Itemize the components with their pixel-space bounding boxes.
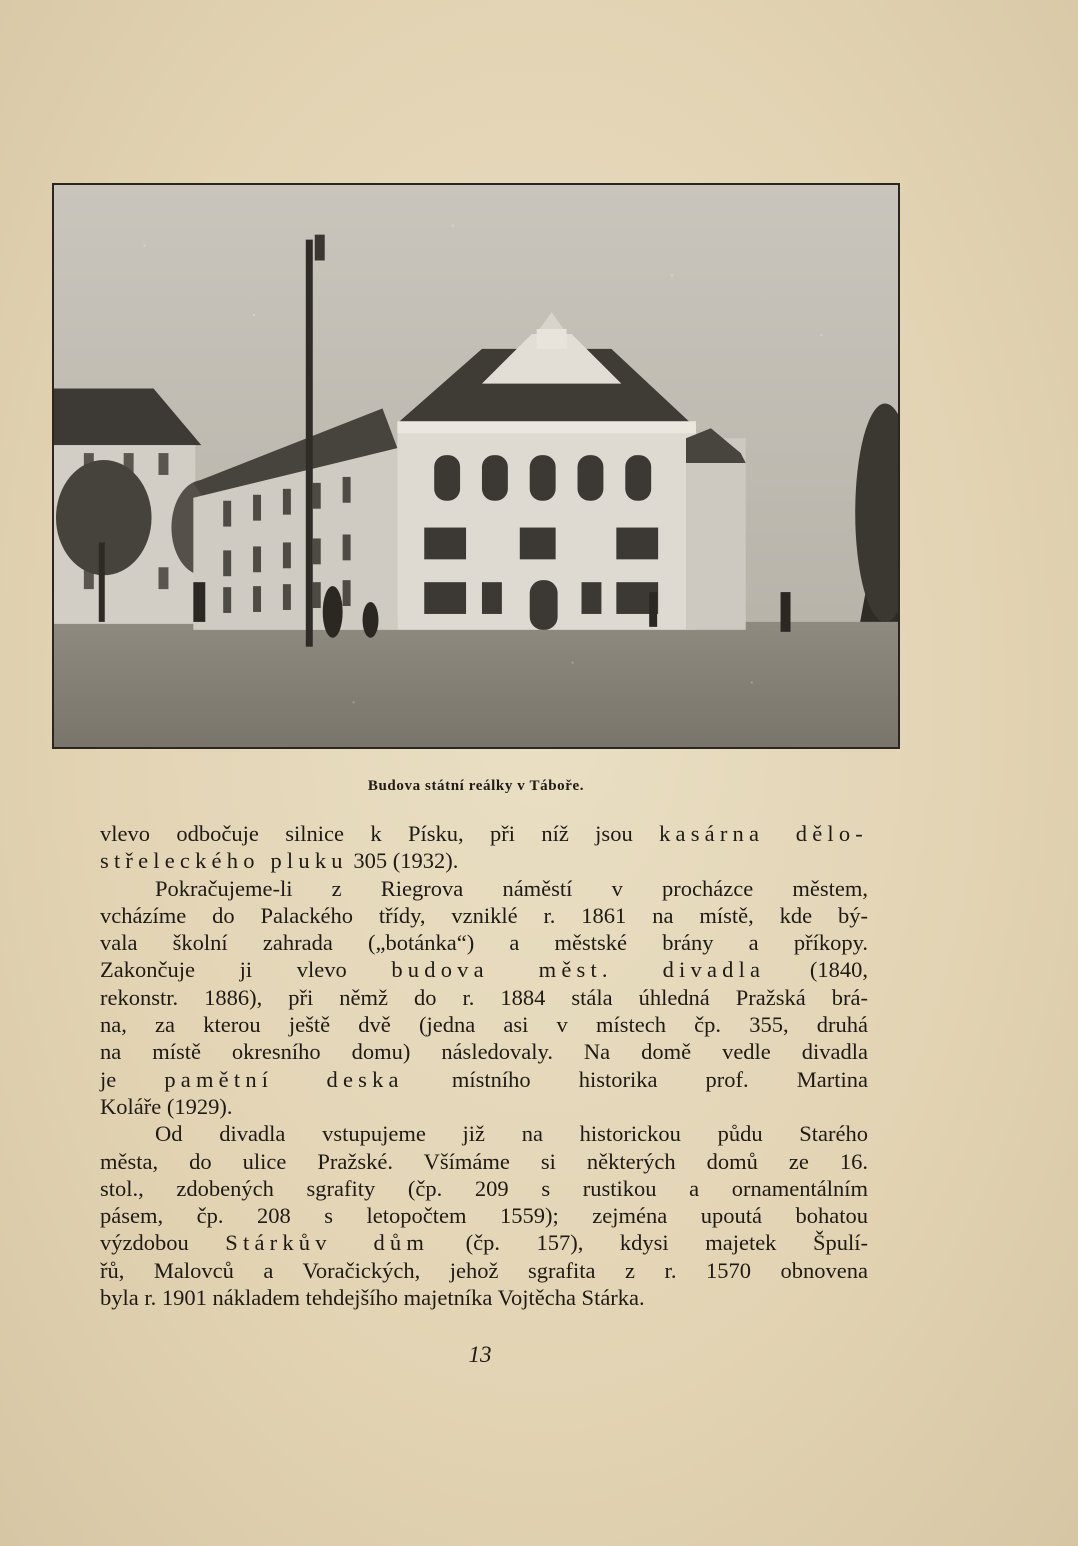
photo-caption: Budova státní reálky v Táboře. <box>367 778 585 794</box>
text-line <box>100 1175 868 1202</box>
text-segment: byla r. 1901 nákladem tehdejšího majetníka Vojtěcha Stárka. <box>100 1285 645 1311</box>
text-segment: výzdobou <box>100 1230 226 1256</box>
text-segment: Od divadla vstupujeme již na historickou půdu Starého <box>155 1121 868 1147</box>
text-line <box>100 984 868 1011</box>
text-line <box>100 1120 868 1147</box>
text-segment: rekonstr. 1886), při němž do r. 1884 stála úhledná Pražská brá- <box>100 984 868 1010</box>
text-line <box>100 820 868 847</box>
text-line <box>100 875 868 902</box>
text-segment: vcházíme do Palackého třídy, vzniklé r. 1861 na místě, kde bý- <box>100 902 868 928</box>
text-line <box>100 1202 868 1229</box>
text-line <box>100 1257 868 1284</box>
spaced-emphasis: budova měst. divadla <box>391 957 766 983</box>
spaced-emphasis: střeleckého pluku <box>100 848 348 874</box>
text-segment: (1840, <box>765 957 868 983</box>
text-line <box>100 929 868 956</box>
paragraph <box>100 1120 868 1311</box>
paragraph <box>100 875 868 1121</box>
text-segment: je <box>100 1066 165 1092</box>
text-line <box>100 847 868 874</box>
building-photo-illustration <box>54 185 898 747</box>
text-segment: na, za kterou ještě dvě (jedna asi v místech čp. 355, druhá <box>100 1012 868 1038</box>
text-segment: Pokračujeme-li z Riegrova náměstí v procházce městem, <box>155 875 868 901</box>
spaced-emphasis: kasárna dělo- <box>659 821 868 846</box>
text-segment: vlevo odbočuje silnice k Písku, při níž jsou <box>100 821 660 846</box>
text-line <box>100 1066 868 1093</box>
spaced-emphasis: Stárkův dům <box>225 1230 430 1256</box>
text-segment: Zakončuje ji vlevo <box>100 957 392 983</box>
text-line <box>100 1148 868 1175</box>
photo-image <box>52 183 900 749</box>
text-segment: pásem, čp. 208 s letopočtem 1559); zejména upoutá bohatou <box>100 1203 868 1229</box>
text-line <box>100 902 868 929</box>
text-line <box>100 1229 868 1256</box>
text-line <box>100 1011 868 1038</box>
text-segment: 305 (1932). <box>347 848 459 874</box>
text-segment: stol., zdobených sgrafity (čp. 209 s rustikou a ornamentálním <box>100 1175 868 1201</box>
paragraph <box>100 820 868 875</box>
text-line <box>100 1284 868 1311</box>
page-number: 13 <box>468 1342 492 1367</box>
text-line <box>100 1093 868 1120</box>
text-line <box>100 956 868 983</box>
text-segment: místního historika prof. Martina <box>403 1066 868 1092</box>
text-segment: města, do ulice Pražské. Všímáme si některých domů ze 16. <box>100 1148 868 1174</box>
text-segment: (čp. 157), kdysi majetek Špulí- <box>429 1230 868 1256</box>
text-segment: vala školní zahrada („botánka“) a městské brány a příkopy. <box>100 930 868 956</box>
text-segment: řů, Malovců a Voračických, jehož sgrafita z r. 1570 obnovena <box>100 1257 868 1283</box>
text-segment: Koláře (1929). <box>100 1093 233 1119</box>
text-line <box>100 1038 868 1065</box>
text-segment: na místě okresního domu) následovaly. Na domě vedle divadla <box>100 1039 868 1065</box>
body-text <box>100 820 868 1311</box>
spaced-emphasis: pamětní deska <box>164 1066 404 1092</box>
